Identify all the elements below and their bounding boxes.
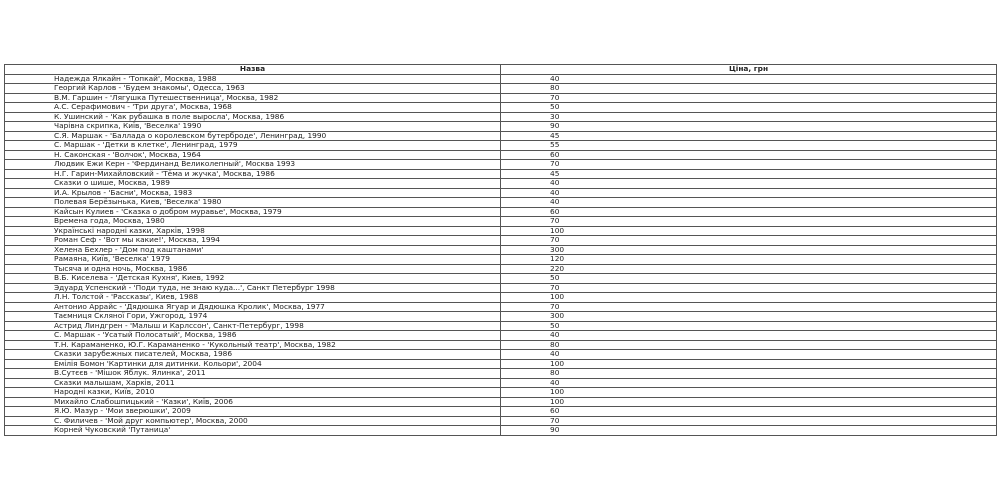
book-title-cell: И.А. Крылов - 'Басни', Москва, 1983 [5, 188, 501, 198]
table-row [5, 407, 997, 417]
book-title-cell: Хелена Бехлер - 'Дом под каштанами' [5, 245, 501, 255]
price-cell: 70 [501, 217, 997, 227]
table-row [5, 255, 997, 265]
table-row [5, 141, 997, 151]
price-cell: 70 [501, 283, 997, 293]
table-row [5, 378, 997, 388]
book-title-cell: Сказки о шише, Москва, 1989 [5, 179, 501, 189]
book-title-cell: Кайсын Кулиев - 'Сказка о добром муравье', Москва, 1979 [5, 207, 501, 217]
price-cell: 220 [501, 264, 997, 274]
price-cell: 40 [501, 331, 997, 341]
price-cell: 40 [501, 198, 997, 208]
book-title-cell: Георгий Карлов - 'Будем знакомы', Одесса, 1963 [5, 84, 501, 94]
table-row [5, 264, 997, 274]
book-title-cell: В.Сутєєв - 'Мішок Яблук. Ялинка', 2011 [5, 369, 501, 379]
book-title-cell: Антонио Аррайс - 'Дядюшка Ягуар и Дядюшка Кролик', Москва, 1977 [5, 302, 501, 312]
price-cell: 100 [501, 226, 997, 236]
book-title-cell: Сказки зарубежных писателей, Москва, 1986 [5, 350, 501, 360]
price-cell: 300 [501, 312, 997, 322]
book-title-cell: Н. Саконская - 'Волчок', Москва, 1964 [5, 150, 501, 160]
table-row [5, 150, 997, 160]
price-cell: 120 [501, 255, 997, 265]
book-title-cell: А.С. Серафимович - 'Три друга', Москва, 1968 [5, 103, 501, 113]
price-cell: 60 [501, 150, 997, 160]
book-title-cell: В.Б. Киселева - 'Детская Кухня', Киев, 1992 [5, 274, 501, 284]
price-cell: 60 [501, 407, 997, 417]
book-title-cell: Я.Ю. Мазур - 'Мои зверюшки', 2009 [5, 407, 501, 417]
price-cell: 40 [501, 74, 997, 84]
price-cell: 70 [501, 302, 997, 312]
table-row [5, 93, 997, 103]
book-title-cell: Народні казки, Київ, 2010 [5, 388, 501, 398]
book-title-cell: Эдуард Успенский - 'Поди туда, не знаю куда...', Санкт Петербург 1998 [5, 283, 501, 293]
table-row [5, 217, 997, 227]
book-title-cell: Українські народні казки, Харків, 1998 [5, 226, 501, 236]
price-cell: 70 [501, 236, 997, 246]
table-row [5, 122, 997, 132]
table-row [5, 388, 997, 398]
price-cell: 55 [501, 141, 997, 151]
price-cell: 70 [501, 160, 997, 170]
table-header-row [5, 65, 997, 75]
table-row [5, 236, 997, 246]
book-title-cell: Л.Н. Толстой - 'Рассказы', Киев, 1988 [5, 293, 501, 303]
table-row [5, 226, 997, 236]
table-row [5, 198, 997, 208]
price-cell: 90 [501, 426, 997, 436]
table-row [5, 293, 997, 303]
table-row [5, 416, 997, 426]
book-title-cell: Емілія Бомон 'Картинки для дитинки. Кольори', 2004 [5, 359, 501, 369]
table-row [5, 283, 997, 293]
table-row [5, 103, 997, 113]
book-title-cell: Корней Чуковский 'Путаница' [5, 426, 501, 436]
table-row [5, 179, 997, 189]
book-title-cell: Михайло Слабошпицький - 'Казки', Київ, 2006 [5, 397, 501, 407]
book-title-cell: Чарівна скрипка, Київ, 'Веселка' 1990 [5, 122, 501, 132]
book-title-cell: Надежда Ялкайн - 'Топкай', Москва, 1988 [5, 74, 501, 84]
price-cell: 50 [501, 274, 997, 284]
price-cell: 30 [501, 112, 997, 122]
price-cell: 80 [501, 84, 997, 94]
book-title-cell: Людвик Ежи Керн - 'Фердинанд Великолепный', Москва 1993 [5, 160, 501, 170]
book-title-cell: С. Филичев - 'Мой друг компьютер', Москва, 2000 [5, 416, 501, 426]
book-title-cell: Рамаяна, Київ, 'Веселка' 1979 [5, 255, 501, 265]
price-cell: 60 [501, 207, 997, 217]
price-cell: 80 [501, 340, 997, 350]
table-row [5, 245, 997, 255]
table-row [5, 160, 997, 170]
price-cell: 100 [501, 397, 997, 407]
table-body [5, 74, 997, 435]
table-row [5, 207, 997, 217]
price-cell: 70 [501, 416, 997, 426]
book-title-cell: Астрид Линдгрен - 'Малыш и Карлссон', Санкт-Петербург, 1998 [5, 321, 501, 331]
price-cell: 40 [501, 378, 997, 388]
price-cell: 45 [501, 131, 997, 141]
price-cell: 40 [501, 179, 997, 189]
book-title-cell: Н.Г. Гарин-Михайловский - 'Тёма и жучка', Москва, 1986 [5, 169, 501, 179]
price-cell: 90 [501, 122, 997, 132]
table-row [5, 188, 997, 198]
column-header-name: Назва [5, 65, 501, 75]
table-row [5, 321, 997, 331]
table-row [5, 302, 997, 312]
book-title-cell: Времена года, Москва, 1980 [5, 217, 501, 227]
book-title-cell: Тысяча и одна ночь, Москва, 1986 [5, 264, 501, 274]
price-cell: 300 [501, 245, 997, 255]
book-title-cell: Роман Сеф - 'Вот мы какие!', Москва, 1994 [5, 236, 501, 246]
book-title-cell: Таємниця Скляної Гори, Ужгород, 1974 [5, 312, 501, 322]
price-cell: 100 [501, 293, 997, 303]
table-row [5, 331, 997, 341]
book-title-cell: В.М. Гаршин - 'Лягушка Путешественница', Москва, 1982 [5, 93, 501, 103]
table-row [5, 350, 997, 360]
price-cell: 100 [501, 359, 997, 369]
table-row [5, 84, 997, 94]
price-cell: 100 [501, 388, 997, 398]
table-row [5, 426, 997, 436]
table-row [5, 169, 997, 179]
column-header-price: Ціна, грн [501, 65, 997, 75]
table-row [5, 397, 997, 407]
book-title-cell: К. Ушинский - 'Как рубашка в поле выросла', Москва, 1986 [5, 112, 501, 122]
table-row [5, 369, 997, 379]
book-title-cell: С. Маршак - 'Детки в клетке', Ленинград, 1979 [5, 141, 501, 151]
table-row [5, 359, 997, 369]
table-row [5, 340, 997, 350]
price-cell: 40 [501, 350, 997, 360]
book-title-cell: Т.Н. Караманенко, Ю.Г. Караманенко - 'Кукольный театр', Москва, 1982 [5, 340, 501, 350]
book-title-cell: Полевая Берёзынька, Киев, 'Веселка' 1980 [5, 198, 501, 208]
price-cell: 50 [501, 103, 997, 113]
table-row [5, 274, 997, 284]
price-cell: 40 [501, 188, 997, 198]
table-row [5, 112, 997, 122]
table-row [5, 131, 997, 141]
price-list [4, 64, 996, 436]
book-title-cell: С.Я. Маршак - 'Баллада о королевском бутерброде', Ленинград, 1990 [5, 131, 501, 141]
table-row [5, 312, 997, 322]
book-title-cell: С. Маршак - 'Усатый Полосатый', Москва, 1986 [5, 331, 501, 341]
price-cell: 70 [501, 93, 997, 103]
price-cell: 45 [501, 169, 997, 179]
price-cell: 50 [501, 321, 997, 331]
price-table [4, 64, 997, 436]
book-title-cell: Сказки малышам, Харків, 2011 [5, 378, 501, 388]
price-cell: 80 [501, 369, 997, 379]
table-row [5, 74, 997, 84]
